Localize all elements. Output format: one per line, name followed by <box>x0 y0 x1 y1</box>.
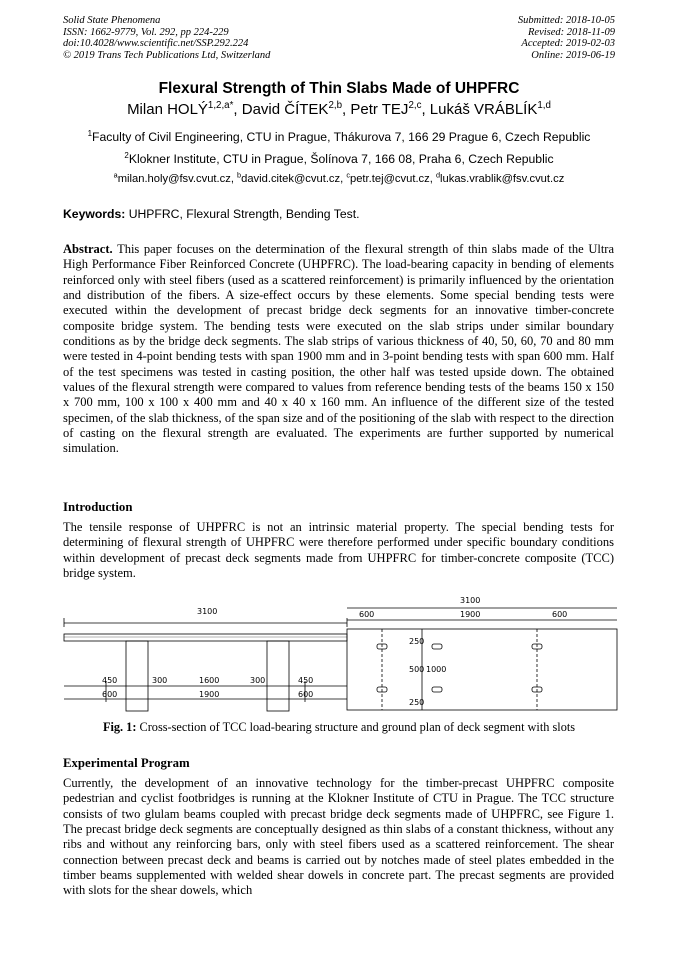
dim-label: 450 <box>298 676 314 685</box>
email-link[interactable]: milan.holy@fsv.cvut.cz <box>117 173 231 185</box>
online-date: Online: 2019-06-19 <box>531 49 615 61</box>
journal-info <box>63 15 270 61</box>
author-sup: 2,b <box>328 100 343 111</box>
aff-text: Klokner Institute, CTU in Prague, Šolínova 7, 166 08, Praha 6, Czech Republic <box>128 152 554 166</box>
dim-label: 300 <box>250 676 266 685</box>
author-sup: 1,d <box>537 100 551 111</box>
email-sup: b <box>237 170 242 180</box>
accepted-date: Accepted: 2019-02-03 <box>521 38 615 50</box>
ground-plan-drawing <box>347 608 617 710</box>
dim-label: 3100 <box>460 596 481 605</box>
paper-title: Flexural Strength of Thin Slabs Made of UHPFRC <box>158 80 520 97</box>
submitted-date: Submitted: 2018-10-05 <box>517 15 615 26</box>
dim-label: 500 <box>409 665 425 674</box>
copyright: © 2019 Trans Tech Publications Ltd, Switzerland <box>63 49 271 61</box>
dim-label: 450 <box>102 676 118 685</box>
caption-label: Fig. 1: <box>102 720 137 734</box>
author-name: Petr TEJ <box>350 101 409 118</box>
slot <box>432 644 442 649</box>
keywords-text: UHPFRC, Flexural Strength, Bending Test. <box>128 207 360 221</box>
aff-sup: 1 <box>87 128 93 138</box>
deck-segment-outline <box>347 629 617 710</box>
dates-info <box>518 15 615 61</box>
issn: ISSN: 1662-9779, Vol. 292, pp 224-229 <box>63 26 229 38</box>
section-heading-introduction: Introduction <box>63 500 133 514</box>
author-sup: 2,c <box>408 100 422 111</box>
dim-label: 1000 <box>426 665 447 674</box>
author-sup: 1,2,a* <box>207 100 234 111</box>
email-sup: a <box>113 170 118 180</box>
abstract <box>63 242 614 457</box>
author-list: Milan $HOLÝ^{1,2,a*}$, David ČÍTEK$^{2,b}$, Petr TEJ$^{2,c}$, Lukáš VRÁBLÍK$^{1,d}$ <box>127 100 551 118</box>
email-sup: c <box>346 170 350 180</box>
dim-label: 1900 <box>199 690 220 699</box>
doi: doi:10.4028/www.scientific.net/SSP.292.224 <box>63 38 249 50</box>
dim-label: 600 <box>298 690 314 699</box>
glulam-beam-right <box>267 641 289 711</box>
author-name: Milan HOLÝ <box>127 101 208 118</box>
dim-label: 250 <box>409 698 425 707</box>
author-name: Lukáš VRÁBLÍK <box>429 101 538 118</box>
keywords <box>63 207 359 221</box>
dim-label: 250 <box>409 637 425 646</box>
dim-label: 1900 <box>460 610 481 619</box>
journal-name: Solid State Phenomena <box>63 15 161 26</box>
dim-label: 600 <box>359 610 375 619</box>
figure-caption <box>0 720 678 735</box>
glulam-beam-left <box>126 641 148 711</box>
aff-text: Faculty of Civil Engineering, CTU in Prague, Thákurova 7, 166 29 Prague 6, Czech Republic <box>92 130 591 144</box>
email-link[interactable]: david.citek@cvut.cz <box>241 173 341 185</box>
figure-1 <box>62 592 618 714</box>
dim-label: 3100 <box>197 607 218 616</box>
abstract-label: Abstract. <box>63 242 113 256</box>
email-sup: d <box>435 170 441 180</box>
abstract-text: This paper focuses on the determination of the flexural strength of thin slabs made of the Ultra High Performance Fiber Reinforced Concrete (UHPFRC). The load-bearing capacity in bending of elements reinforced only with steel fibers (used as a scattered reinforcement) is primarily influenced by the orientation and distribution of the fibers. A size-effect occurs by these elements. Some special bending tests were executed within the development of precast bridge deck segments for an innovative timber-concrete composite bridge system. The bending tests were executed on the slab strips under similar boundary conditions as by the bridge deck segments. The slab strips of various thickness of 40, 50, 60, 70 and 80 mm were tested in 4-point bending tests with span 1900 mm and in 3-point bending tests with span 600 mm. Half of the test specimens was tested in casting position, the other half was tested upside down. The obtained values of the flexural strength were compared to values from reference bending tests of the beams 150 x 150 x 700 mm, 100 x 100 x 400 mm and 40 x 40 x 160 mm. An influence of the different size of the tested specimen, of the slab thickness, of the span size and of the positioning of the slab with respect to the direction of casting on the flexural strength are evaluated. The experiments are further supported by numerical simulation. <box>63 242 615 456</box>
affiliation-2 <box>0 152 678 166</box>
email-list: $^a$milan.holy@fsv.cvut.cz, $^b$david.citek@cvut.cz, $^c$petr.tej@cvut.cz, $^d$lukas.vrablik@fsv.cvut.cz <box>113 170 565 185</box>
dim-label: 300 <box>152 676 168 685</box>
email-link[interactable]: lukas.vrablik@fsv.cvut.cz <box>440 173 565 185</box>
caption-text: Cross-section of TCC load-bearing structure and ground plan of deck segment with slots <box>139 720 576 734</box>
dim-label: 600 <box>552 610 568 619</box>
section-heading-experimental: Experimental Program <box>63 756 190 770</box>
experimental-text: Currently, the development of an innovative technology for the timber-precast UHPFRC composite pedestrian and cyclist footbridges is running at the Klokner Institute of CTU in Prague. The TCC structure consists of two glulam beams coupled with precast bridge deck segments made of UHPFRC, see Figure 1. The precast bridge deck segments are conceptually designed as thin slabs of a constant thickness, without any ribs and without any reinforcing bars, only with steel fibers used as a scattered reinforcement. The shear connection between precast deck and beams is carried out by notches made of steel plates embedded in the timber beams supplemented with welded shear dowels in concrete part. The precast segments are provided with slots for the shear dowels, which <box>63 776 614 898</box>
introduction-text: The tensile response of UHPFRC is not an intrinsic material property. The special bending tests for determining of flexural strength of UHPFRC were therefore performed under specific boundary conditions within development of precast deck segments made from UHPFRC for timber-concrete composite (TCC) bridge system. <box>63 520 614 581</box>
dim-label: 600 <box>102 690 118 699</box>
deck-slab <box>64 634 347 641</box>
author-name: David ČÍTEK <box>241 101 329 118</box>
affiliation-1 <box>0 130 678 144</box>
aff-sup: 2 <box>124 150 129 160</box>
dim-label: 1600 <box>199 676 220 685</box>
revised-date: Revised: 2018-11-09 <box>528 26 615 38</box>
email-link[interactable]: petr.tej@cvut.cz <box>349 173 430 185</box>
keywords-label: Keywords: <box>63 207 126 221</box>
slot <box>432 687 442 692</box>
